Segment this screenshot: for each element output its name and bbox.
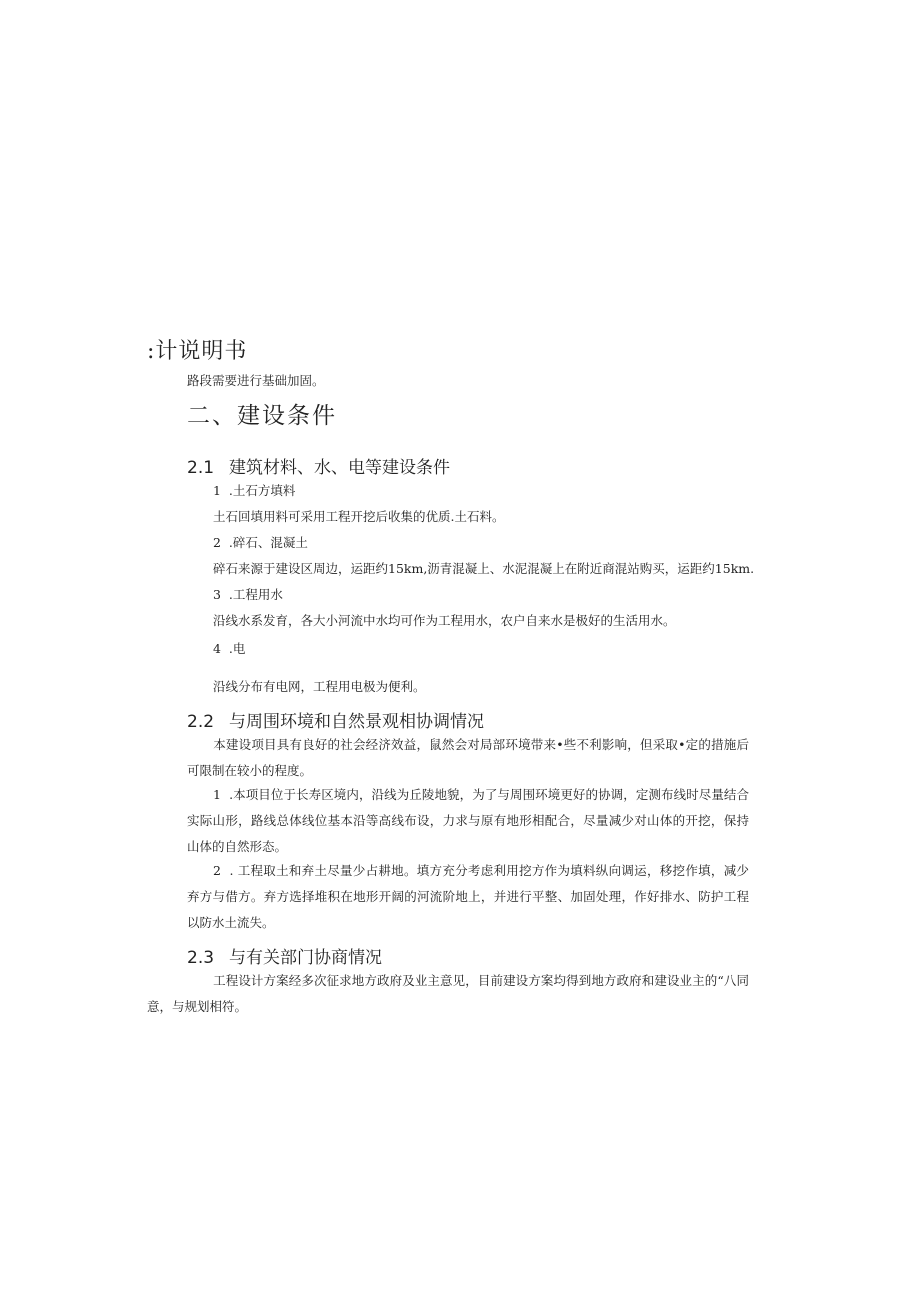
section-heading-2-1 xyxy=(187,453,450,478)
section-title: 与有关部门协商情况 xyxy=(229,948,382,968)
section-number: 2.2 xyxy=(187,712,215,732)
paragraph-text: 本建设项目具有良好的社会经济效益，鼠然会对局部环境带来•些不利影响，但采取•定的措施后可限制在较小的程度。 xyxy=(187,737,749,778)
item-label-4: 4 .电 xyxy=(213,641,246,656)
section-number: 2.1 xyxy=(187,458,215,478)
paragraph-text: 1 .本项目位于长寿区境内，沿线为丘陵地貌，为了与周围环境更好的协调，定测布线时尽量结合实际山形，路线总体线位基本沿等高线布设，力求与原有地形相配合，尽量减少对山体的开挖，保持山体的自然形态。 xyxy=(187,787,749,854)
paragraph-2-2-c xyxy=(187,858,749,936)
section-title: 与周围环境和自然景观相协调情况 xyxy=(229,712,484,732)
section-heading-2-3 xyxy=(187,943,382,968)
paragraph-text: 工程设计方案经多次征求地方政府及业主意见，目前建设方案均得到地方政府和建设业主的“八同意，与规划相符。 xyxy=(147,973,749,1014)
item-text-2: 碎石来源于建设区周边，运距约15km,沥青混凝上、水泥混凝上在附近商混站购买，运距约15km. xyxy=(213,561,755,576)
section-title: 建筑材料、水、电等建设条件 xyxy=(229,458,450,478)
section-number: 2.3 xyxy=(187,948,215,968)
item-label-2: 2 .碎石、混凝土 xyxy=(213,535,308,550)
document-title: :计说明书 xyxy=(147,339,248,364)
paragraph-2-2-a xyxy=(187,732,749,784)
item-label-1: 1 .土石方填料 xyxy=(213,483,296,498)
paragraph-2-2-b xyxy=(187,782,749,860)
item-text-1: 土石回填用料可采用工程开挖后收集的优质.土石料。 xyxy=(213,509,505,524)
item-label-3: 3 .工程用水 xyxy=(213,587,283,602)
paragraph-text: 2 . 工程取土和弃土尽量少占耕地。填方充分考虑利用挖方作为填料纵向调运，移挖作填，减少弃方与借方。弃方选择堆积在地形开阔的河流阶地上，并进行平整、加固处理，作好排水、防护工程以防水土流失。 xyxy=(187,863,749,930)
item-text-3: 沿线水系发育，各大小河流中水均可作为工程用水，农户自来水是极好的生活用水。 xyxy=(213,613,676,628)
paragraph-2-3 xyxy=(147,968,749,1020)
section-heading-2-2 xyxy=(187,707,484,732)
intro-line: 路段需要进行基础加固。 xyxy=(187,373,325,388)
item-text-4: 沿线分布有电网，工程用电极为便利。 xyxy=(213,679,426,694)
chapter-title: 二、建设条件 xyxy=(187,403,337,429)
